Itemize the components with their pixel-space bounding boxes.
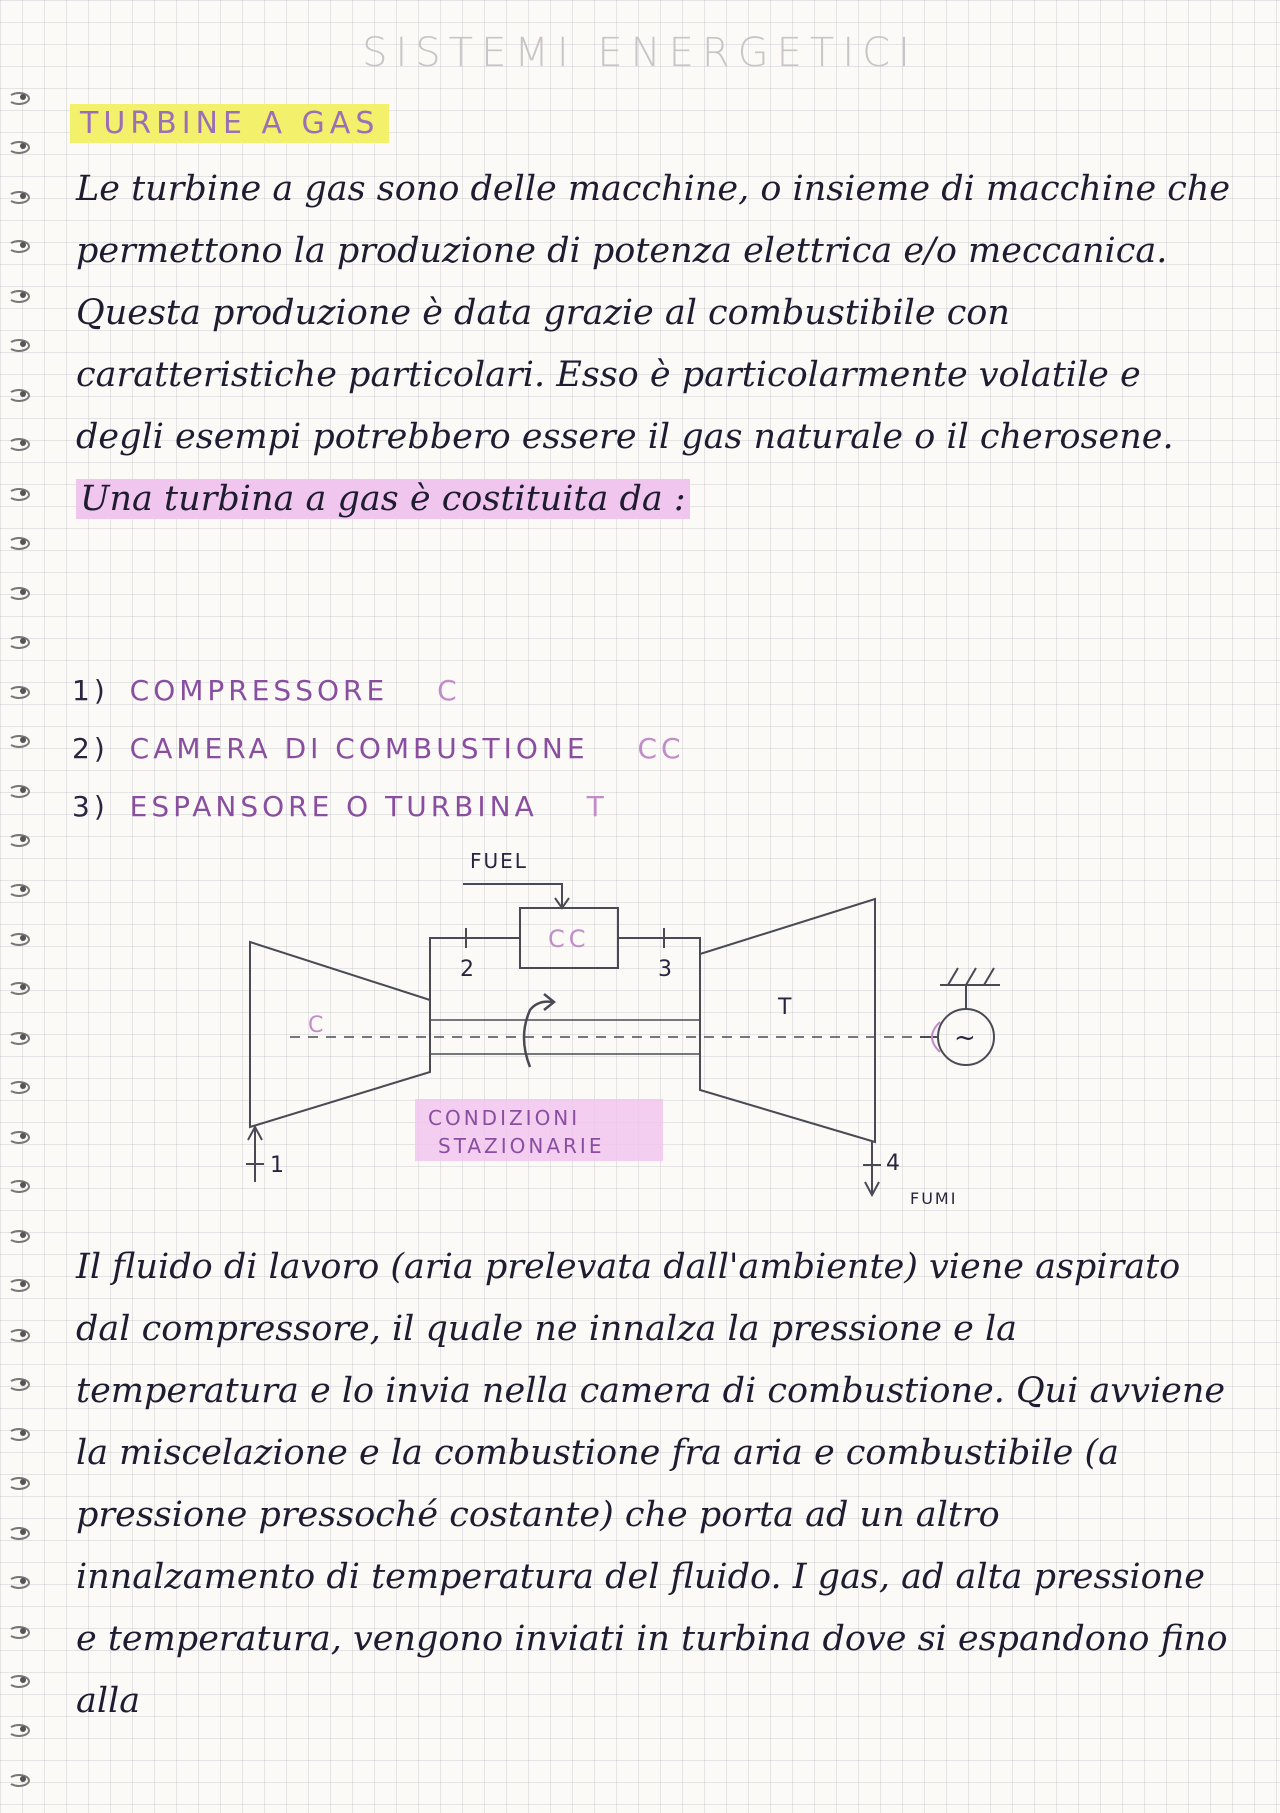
chamber-label: CC (548, 925, 590, 953)
component-list (72, 662, 685, 836)
intro-text: Le turbine a gas sono delle macchine, o insieme di macchine che permettono la produzione di potenza elettrica e/o meccanica. Questa produzione è data grazie al combustibile con caratteristiche particolari. Esso è particolarmente volatile e degli esempi potrebbero essere il gas naturale o il cherosene. (76, 169, 1231, 457)
component-abbr: C (437, 674, 461, 707)
gas-turbine-diagram (230, 842, 1030, 1224)
component-label: COMPRESSORE (129, 674, 389, 707)
component-label: CAMERA DI COMBUSTIONE (129, 732, 589, 765)
note-line-2: STAZIONARIE (438, 1134, 605, 1158)
component-label: ESPANSORE O TURBINA (129, 790, 538, 823)
generator-symbol: ~ (954, 1023, 976, 1053)
point-1-label: 1 (270, 1153, 284, 1178)
pipe-2 (430, 938, 520, 1000)
compressor-label: C (308, 1013, 324, 1038)
turbine-label: T (778, 995, 792, 1020)
page-header: SISTEMI ENERGETICI (362, 30, 918, 76)
note-line-1: CONDIZIONI (428, 1106, 581, 1130)
fuel-label: FUEL (470, 849, 528, 873)
body-paragraph: Il fluido di lavoro (aria prelevata dall'ambiente) viene aspirato dal compressore, il quale ne innalza la pressione e la temperatura e lo invia nella camera di combustione. Qui avviene la miscelazione e la combustione fra aria e combustibile (a pressione pressoché costante) che porta ad un altro innalzamento di temperatura del fluido. I gas, ad alta pressione e temperatura, vengono inviati in turbina dove si espandono fino alla (76, 1247, 1228, 1721)
fuel-line (463, 884, 562, 906)
pipe-3 (618, 938, 700, 954)
intro-paragraph (76, 158, 1236, 530)
intro-highlight: Una turbina a gas è costituita da : (76, 479, 690, 519)
point-2-label: 2 (460, 957, 474, 982)
turbine-shape (700, 899, 875, 1142)
rotation-arrow (524, 1002, 552, 1067)
point-3-label: 3 (658, 957, 672, 982)
ground-symbol (940, 968, 1000, 1009)
list-item: 1) COMPRESSORE C (72, 674, 461, 707)
list-item: 3) ESPANSORE O TURBINA T (72, 790, 608, 823)
compressor-shape (250, 942, 430, 1127)
exhaust-label: FUMI (910, 1189, 958, 1208)
component-abbr: T (586, 790, 608, 823)
spiral-binding (6, 88, 46, 1788)
point-4-label: 4 (886, 1151, 900, 1176)
component-abbr: CC (637, 732, 685, 765)
section-title: TURBINE A GAS (70, 104, 389, 143)
list-item: 2) CAMERA DI COMBUSTIONE CC (72, 732, 685, 765)
